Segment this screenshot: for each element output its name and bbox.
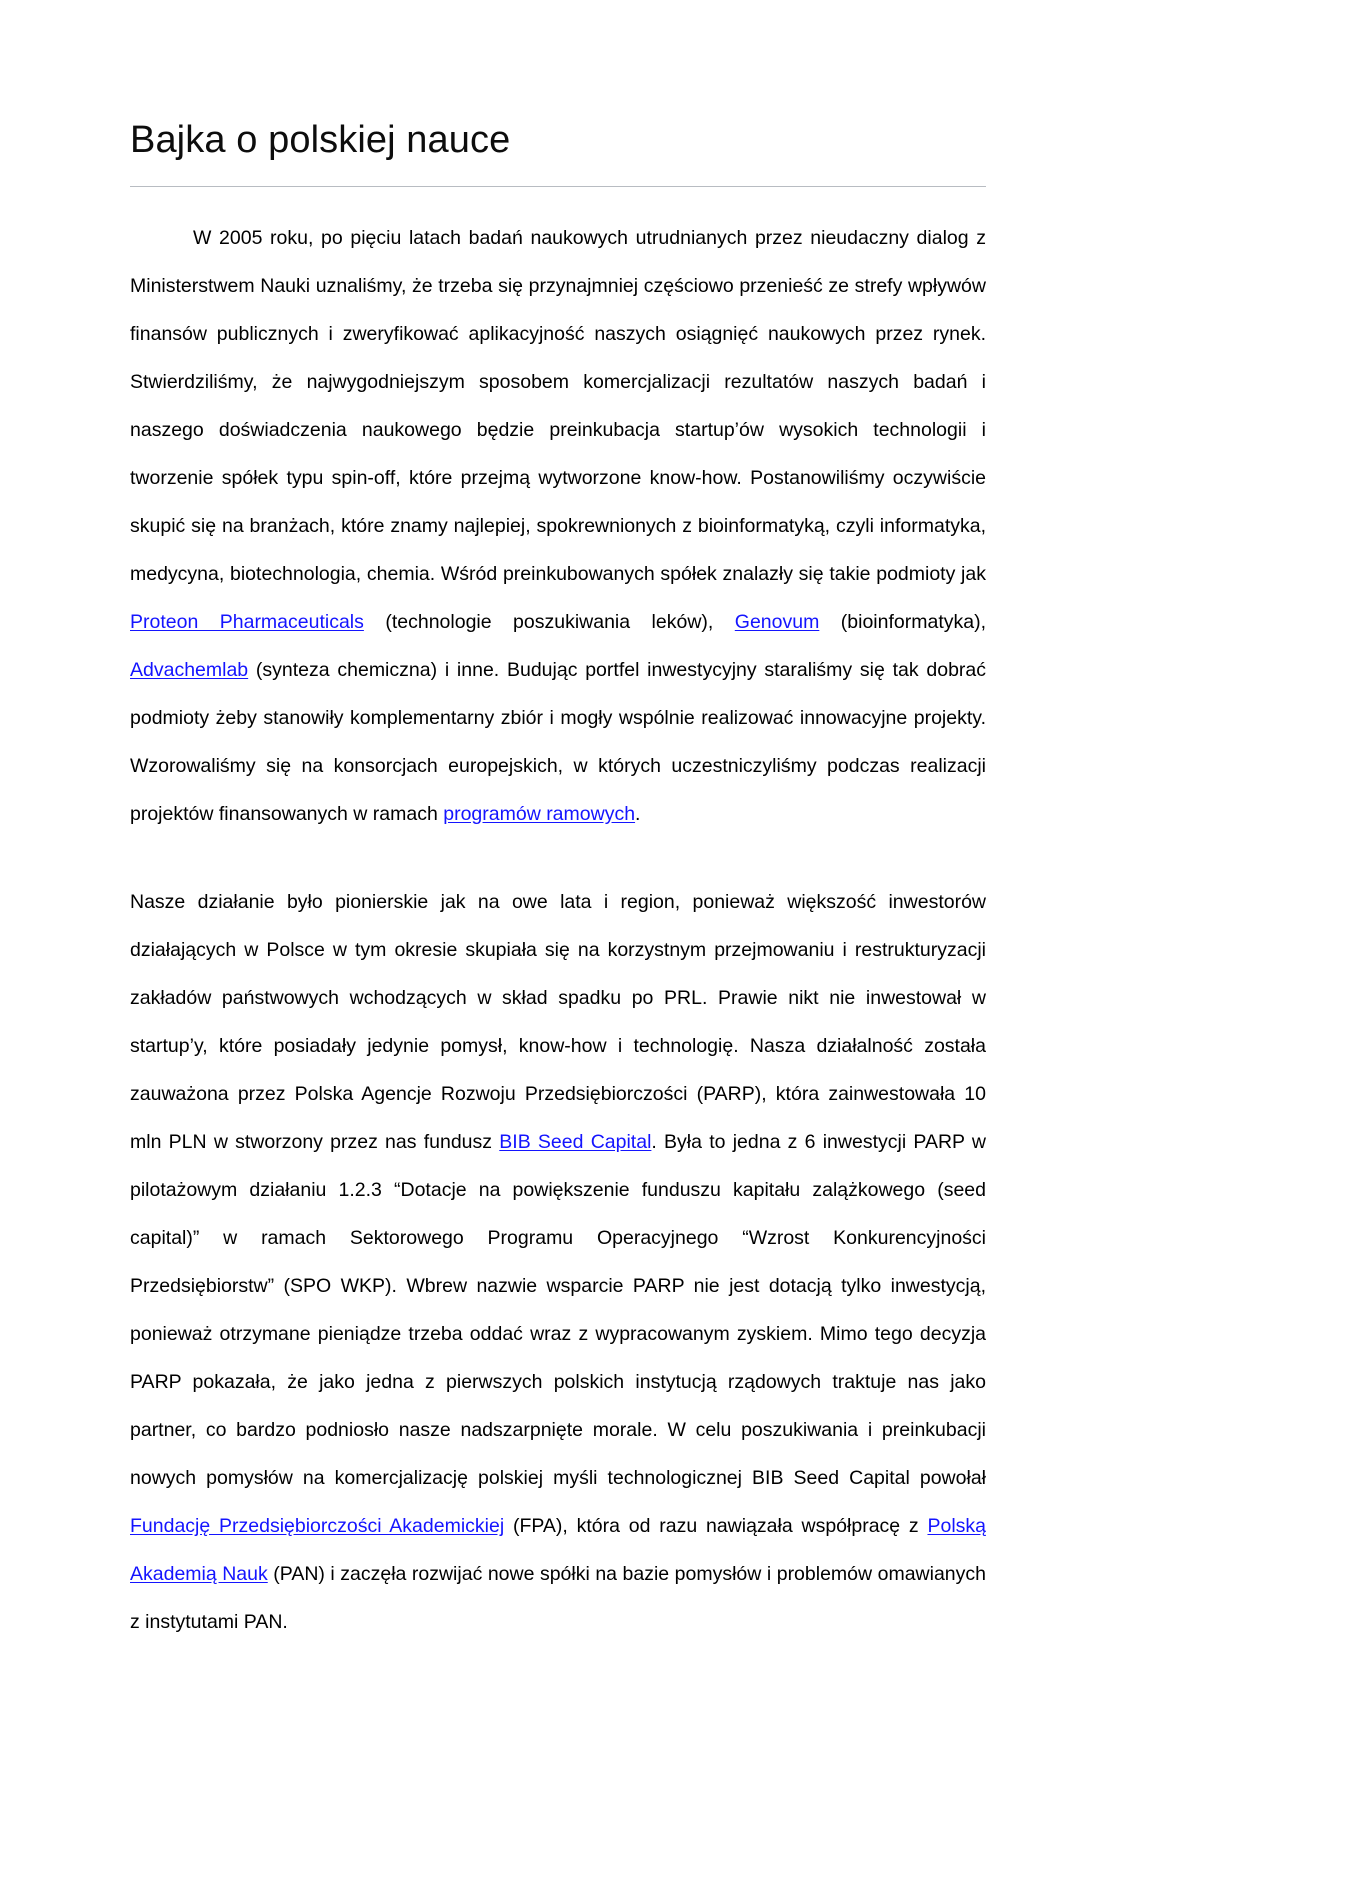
document-body [130,118,986,1646]
inline-link-2[interactable]: Fundację Przedsiębiorczości Akademickiej [130,1514,505,1537]
inline-link-2[interactable]: Genovum [734,610,820,633]
paragraph-text-run: W 2005 roku, po pięciu latach badań naukowych utrudnianych przez nieudaczny dialog z Ministerstwem Nauki uznaliśmy, że trzeba się przynajmniej częściowo przenieść ze strefy wpływów finansów publicznych i zweryfikować aplikacyjność naszych osiągnięć naukowych przez rynek. Stwierdziliśmy, że najwygodniejszym sposobem komercjalizacji rezultatów naszych badań i naszego doświadczenia naukowego będzie preinkubacja startup’ów wysokich technologii i tworzenie spółek typu spin-off, które przejmą wytworzone know-how. Postanowiliśmy oczywiście skupić się na branżach, które znamy najlepiej, spokrewnionych z bioinformatyką, czyli informatyka, medycyna, biotechnologia, chemia. Wśród preinkubowanych spółek znalazły się takie podmioty jak [130,226,986,585]
paragraph-text-run: Nasze działanie było pionierskie jak na owe lata i region, ponieważ większość inwestorów działających w Polsce w tym okresie skupiała się na korzystnym przejmowaniu i restrukturyzacji zakładów państwowych wchodzących w skład spadku po PRL. Prawie nikt nie inwestował w startup’y, które posiadały jedynie pomysł, know-how i technologię. Nasza działalność została zauważona przez Polska Agencje Rozwoju Przedsiębiorczości (PARP), która zainwestowała 10 mln PLN w stworzony przez nas fundusz [130,890,986,1153]
paragraph-text-run: (PAN) i zaczęła rozwijać nowe spółki na bazie pomysłów i problemów omawianych z instytutami PAN. [130,1562,986,1633]
paragraph-1 [130,214,986,838]
paragraph-text-run: (FPA), która od razu nawiązała współpracę z [504,1514,928,1537]
paragraph-text-run: (bioinformatyka), [819,610,986,633]
paragraph-2 [130,878,986,1646]
inline-link-4[interactable]: programów ramowych [443,802,636,825]
inline-link-3[interactable]: Polską Akademią Nauk [130,1514,986,1585]
inline-link-1[interactable]: Proteon Pharmaceuticals [130,610,364,633]
page-title: Bajka o polskiej nauce [130,119,511,161]
inline-link-1[interactable]: BIB Seed Capital [499,1130,652,1153]
paragraph-text-run: (technologie poszukiwania leków), [363,610,735,633]
paragraph-text-run: . [635,802,641,825]
title-divider [130,186,986,187]
paragraph-text-run: . Była to jedna z 6 inwestycji PARP w pilotażowym działaniu 1.2.3 “Dotacje na powiększenie funduszu kapitału zalążkowego (seed capital)” w ramach Sektorowego Programu Operacyjnego “Wzrost Konkurencyjności Przedsiębiorstw” (SPO WKP). Wbrew nazwie wsparcie PARP nie jest dotacją tylko inwestycją, ponieważ otrzymane pieniądze trzeba oddać wraz z wypracowanym zyskiem. Mimo tego decyzja PARP pokazała, że jako jedna z pierwszych polskich instytucją rządowych traktuje nas jako partner, co bardzo podniosło nasze nadszarpnięte morale. W celu poszukiwania i preinkubacji nowych pomysłów na komercjalizację polskiej myśli technologicznej BIB Seed Capital powołał [130,1130,986,1489]
paragraph-text-run: (synteza chemiczna) i inne. Budując portfel inwestycyjny staraliśmy się tak dobrać podmioty żeby stanowiły komplementarny zbiór i mogły wspólnie realizować innowacyjne projekty. Wzorowaliśmy się na konsorcjach europejskich, w których uczestniczyliśmy podczas realizacji projektów finansowanych w ramach [130,658,986,825]
inline-link-3[interactable]: Advachemlab [130,658,249,681]
